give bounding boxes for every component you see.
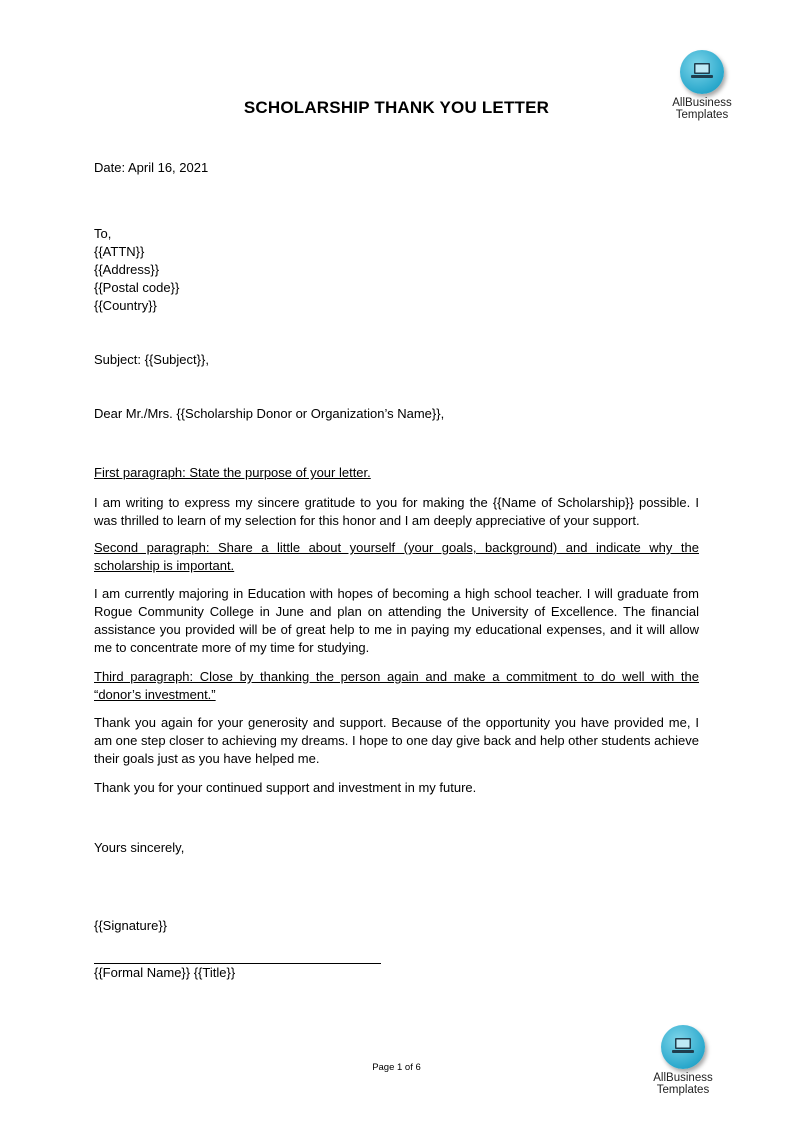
signature-placeholder: {{Signature}} [94,918,168,933]
letter-date: Date: April 16, 2021 [94,160,209,175]
address-line: {{Country}} [94,298,157,313]
brand-subname: Templates [656,1084,710,1096]
section-heading-2: Second paragraph: Share a little about yourself (your goals, background) and indicate why the scholarship is important. [94,540,699,573]
brand-name: AllBusiness [672,97,732,109]
closing-line: Thank you for your continued support and investment in my future. [94,780,477,795]
brand-name: AllBusiness [653,1072,713,1084]
laptop-icon [680,50,724,94]
address-line: {{Postal code}} [94,280,180,295]
formal-name: {{Formal Name}} {{Title}} [94,965,236,980]
section-body-2: I am currently majoring in Education with hopes of becoming a high school teacher. I will graduate from Rogue Community College in June and plan on attending the University of Excellence. The financial assistance you provided will be of great help to me in paying my educational expenses, and it will allow me to concentrate more of my time for studying. [94,586,699,655]
salutation: Dear Mr./Mrs. {{Scholarship Donor or Organization’s Name}}, [94,406,445,421]
subject-line: Subject: {{Subject}}, [94,352,209,367]
section-body-3: Thank you again for your generosity and support. Because of the opportunity you have provided me, I am one step closer to achieving my dreams. I hope to one day give back and help other students achieve their goals just as you have helped me. [94,715,699,766]
laptop-icon [661,1025,705,1069]
brand-subname: Templates [675,109,729,121]
section-body-1: I am writing to express my sincere gratitude to you for making the {{Name of Scholarship}} possible. I was thrilled to learn of my selection for this honor and I am deeply appreciative of your support. [94,495,699,528]
page-title: SCHOLARSHIP THANK YOU LETTER [243,98,550,117]
section-heading-1: First paragraph: State the purpose of your letter. [94,465,371,480]
section-heading-3: Third paragraph: Close by thanking the person again and make a commitment to do well with the “donor’s investment.” [94,669,699,702]
address-line: {{Address}} [94,262,160,277]
address-line: {{ATTN}} [94,244,145,259]
address-line: To, [94,226,112,241]
brand-logo-bottom [643,1025,723,1096]
signoff: Yours sincerely, [94,840,185,855]
page-number: Page 1 of 6 [372,1062,421,1073]
